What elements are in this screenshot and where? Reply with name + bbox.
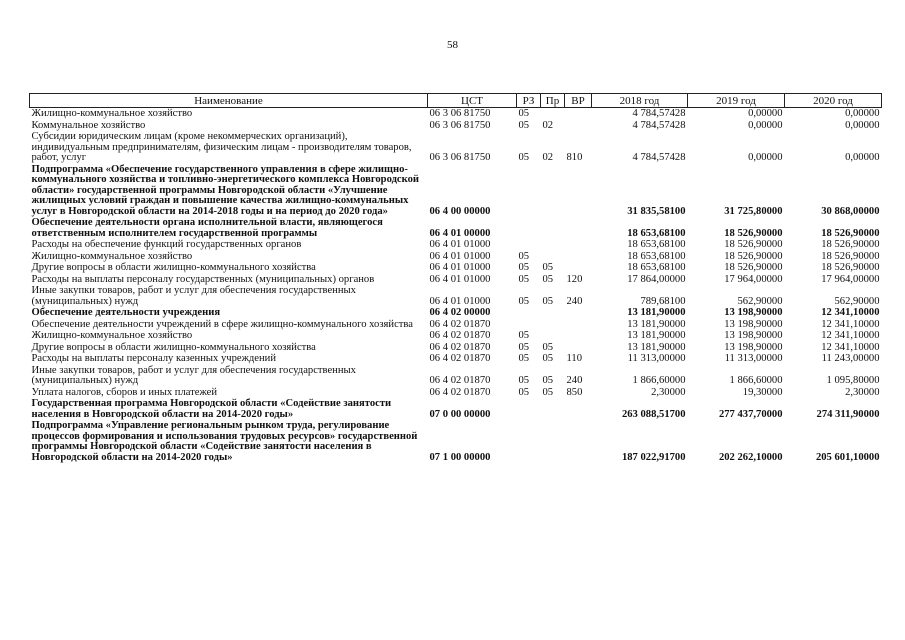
cell-name: Другие вопросы в области жилищно-коммунального хозяйства <box>31 341 316 353</box>
cell-y2019: 1 866,60000 <box>729 375 783 386</box>
cell-name: Другие вопросы в области жилищно-коммунального хозяйства <box>31 262 316 273</box>
table-row <box>30 239 882 251</box>
table-row <box>30 353 882 365</box>
cell-rz: 05 <box>518 108 530 119</box>
cell-rz: 05 <box>518 250 530 262</box>
cell-vr <box>565 342 592 354</box>
cell-y2018: 18 653,68100 <box>627 262 686 273</box>
cell-y2018: 18 653,68100 <box>627 250 686 262</box>
cell-y2018: 789,68100 <box>640 295 686 307</box>
cell-y2018: 11 313,00000 <box>627 353 686 364</box>
cell-name: Подпрограмма «Обеспечение государственного управления в сфере жилищно-коммунального хозяйства и топливно-энергетического комплекса Новгородской области» государственной программы Новгородской области «Улучшение жилищных условий граждан и повышение качества жилищно-коммунальных услуг в Новгородской области на 2014-2018 годы и на период до 2020 года» <box>31 163 419 217</box>
cell-vr <box>565 108 592 120</box>
cell-y2019: 13 198,90000 <box>724 318 783 330</box>
cell-vr <box>565 262 592 274</box>
cell-y2019: 277 437,70000 <box>718 408 783 420</box>
cell-y2020: 30 868,00000 <box>821 205 880 217</box>
table-row <box>30 120 882 132</box>
cell-y2020: 2,30000 <box>845 386 880 398</box>
cell-y2018: 4 784,57428 <box>632 152 686 163</box>
cell-rz <box>517 319 541 331</box>
cell-y2018: 263 088,51700 <box>621 408 686 420</box>
cell-y2020: 18 526,90000 <box>821 262 880 273</box>
cell-rz: 05 <box>518 386 530 398</box>
cell-name: Коммунальное хозяйство <box>31 119 146 131</box>
table-row <box>30 307 882 319</box>
cell-y2019: 18 526,90000 <box>724 262 783 273</box>
cell-pr <box>541 251 565 263</box>
cell-rz: 05 <box>518 262 530 273</box>
cell-y2019: 0,00000 <box>748 152 783 163</box>
cell-y2019: 562,90000 <box>737 295 783 307</box>
table-row <box>30 262 882 274</box>
cell-y2019: 13 198,90000 <box>724 341 783 353</box>
cell-cst: 06 4 02 01870 <box>429 375 491 386</box>
cell-y2020: 12 341,10000 <box>821 307 880 318</box>
cell-cst: 06 4 01 00000 <box>429 227 491 239</box>
table-row <box>30 274 882 286</box>
cell-y2018: 18 653,68100 <box>627 227 686 239</box>
cell-name: Иные закупки товаров, работ и услуг для обеспечения государственных (муниципальных) нужд <box>31 285 356 307</box>
cell-vr <box>565 420 592 463</box>
header-2020: 2020 год <box>785 94 882 108</box>
cell-y2020: 18 526,90000 <box>821 250 880 262</box>
cell-name: Государственная программа Новгородской области «Содействие занятости населения в Новгородской области на 2014-2020 годы» <box>31 398 392 420</box>
header-vr: ВР <box>565 94 592 108</box>
cell-cst: 06 4 00 00000 <box>429 205 491 217</box>
cell-y2018: 13 181,90000 <box>627 341 686 353</box>
cell-y2020: 18 526,90000 <box>821 227 880 239</box>
cell-y2018: 187 022,91700 <box>621 451 686 463</box>
cell-rz: 05 <box>518 152 530 163</box>
cell-pr <box>541 330 565 342</box>
cell-rz <box>517 420 541 463</box>
cell-pr: 05 <box>542 341 554 353</box>
header-2018: 2018 год <box>592 94 688 108</box>
cell-y2020: 0,00000 <box>845 152 880 163</box>
cell-y2018: 13 181,90000 <box>627 330 686 341</box>
cell-rz: 05 <box>518 375 530 386</box>
cell-vr: 240 <box>566 375 583 386</box>
cell-name: Расходы на обеспечение функций государственных органов <box>31 239 302 250</box>
table-row <box>30 387 882 399</box>
cell-y2020: 12 341,10000 <box>821 341 880 353</box>
cell-y2020: 12 341,10000 <box>821 330 880 341</box>
cell-y2018: 4 784,57428 <box>632 108 686 119</box>
cell-cst: 06 4 01 01000 <box>429 295 491 307</box>
cell-rz: 05 <box>518 341 530 353</box>
cell-y2019: 19,30000 <box>742 386 783 398</box>
table-row <box>30 131 882 164</box>
cell-y2019: 202 262,10000 <box>718 451 783 463</box>
cell-pr: 05 <box>542 262 554 273</box>
cell-y2018: 17 864,00000 <box>627 273 686 285</box>
cell-cst: 06 3 06 81750 <box>429 119 491 131</box>
cell-pr <box>541 319 565 331</box>
cell-y2020: 12 341,10000 <box>821 318 880 330</box>
cell-y2020: 562,90000 <box>834 295 880 307</box>
table-row <box>30 285 882 307</box>
cell-name: Субсидии юридическим лицам (кроме некоммерческих организаций), индивидуальным предпринимателям, физическим лицам - производителям товаров, работ, услуг <box>31 131 412 163</box>
cell-pr <box>541 108 565 120</box>
cell-vr: 110 <box>566 353 582 364</box>
cell-vr <box>565 120 592 132</box>
table-row <box>30 342 882 354</box>
table-row <box>30 164 882 218</box>
page-number: 58 <box>447 39 458 51</box>
cell-rz <box>517 398 541 420</box>
cell-name: Обеспечение деятельности учреждений в сфере жилищно-коммунального хозяйства <box>31 318 413 330</box>
cell-y2018: 31 835,58100 <box>627 205 686 217</box>
cell-rz: 05 <box>518 330 530 341</box>
cell-name: Жилищно-коммунальное хозяйство <box>31 250 193 262</box>
cell-cst: 06 3 06 81750 <box>429 108 491 119</box>
cell-rz <box>517 217 541 239</box>
cell-y2020: 17 964,00000 <box>821 273 880 285</box>
cell-y2020: 0,00000 <box>845 119 880 131</box>
cell-y2020: 18 526,90000 <box>821 239 880 250</box>
cell-cst: 06 4 02 01870 <box>429 330 491 341</box>
cell-pr: 05 <box>542 375 554 386</box>
cell-name: Иные закупки товаров, работ и услуг для обеспечения государственных (муниципальных) нужд <box>31 364 356 386</box>
cell-vr <box>565 319 592 331</box>
cell-name: Расходы на выплаты персоналу казенных учреждений <box>31 353 276 364</box>
cell-name: Жилищно-коммунальное хозяйство <box>31 330 193 341</box>
cell-y2019: 13 198,90000 <box>724 330 783 341</box>
cell-y2020: 1 095,80000 <box>826 375 880 386</box>
cell-name: Обеспечение деятельности учреждения <box>31 307 221 318</box>
cell-y2018: 4 784,57428 <box>632 119 686 131</box>
cell-rz: 05 <box>518 295 530 307</box>
cell-cst: 07 0 00 00000 <box>429 408 491 420</box>
cell-cst: 07 1 00 00000 <box>429 451 491 463</box>
cell-cst: 06 4 01 01000 <box>429 262 491 273</box>
cell-y2020: 11 243,00000 <box>821 353 880 364</box>
cell-y2019: 18 526,90000 <box>724 227 783 239</box>
cell-rz: 05 <box>518 273 530 285</box>
cell-vr <box>565 307 592 319</box>
table-row <box>30 319 882 331</box>
cell-pr <box>541 164 565 218</box>
cell-cst: 06 4 01 01000 <box>429 250 491 262</box>
cell-rz: 05 <box>518 119 530 131</box>
table-row <box>30 365 882 387</box>
table-body <box>30 108 882 464</box>
table-header <box>30 94 882 108</box>
table-row <box>30 330 882 342</box>
cell-y2020: 274 311,90000 <box>816 408 880 420</box>
cell-name: Расходы на выплаты персоналу государственных (муниципальных) органов <box>31 273 375 285</box>
cell-y2020: 205 601,10000 <box>815 451 880 463</box>
cell-rz <box>517 307 541 319</box>
cell-y2018: 1 866,60000 <box>632 375 686 386</box>
cell-pr: 05 <box>542 295 554 307</box>
cell-cst: 06 4 02 00000 <box>429 307 491 318</box>
table-row <box>30 420 882 463</box>
cell-y2019: 18 526,90000 <box>724 239 783 250</box>
header-name: Наименование <box>30 94 428 108</box>
cell-pr <box>541 398 565 420</box>
cell-pr: 02 <box>542 152 554 163</box>
cell-vr: 850 <box>566 386 583 398</box>
cell-vr <box>565 330 592 342</box>
cell-cst: 06 4 02 01870 <box>429 386 491 398</box>
cell-pr <box>541 239 565 251</box>
table-row <box>30 217 882 239</box>
cell-cst: 06 4 02 01870 <box>429 341 491 353</box>
cell-rz: 05 <box>518 353 530 364</box>
cell-y2018: 18 653,68100 <box>627 239 686 250</box>
cell-y2019: 18 526,90000 <box>724 250 783 262</box>
cell-y2019: 17 964,00000 <box>724 273 783 285</box>
cell-y2019: 0,00000 <box>748 108 783 119</box>
budget-table <box>29 93 882 463</box>
cell-vr: 810 <box>566 152 583 163</box>
cell-y2019: 13 198,90000 <box>724 307 783 318</box>
cell-vr <box>565 398 592 420</box>
cell-pr: 05 <box>542 386 554 398</box>
cell-vr <box>565 164 592 218</box>
cell-pr: 02 <box>542 119 554 131</box>
cell-pr: 05 <box>542 353 554 364</box>
cell-y2019: 31 725,80000 <box>724 205 783 217</box>
cell-pr <box>541 420 565 463</box>
cell-y2018: 13 181,90000 <box>627 318 686 330</box>
cell-name: Уплата налогов, сборов и иных платежей <box>31 386 218 398</box>
header-2019: 2019 год <box>688 94 785 108</box>
table-row <box>30 251 882 263</box>
cell-pr <box>541 307 565 319</box>
cell-y2020: 0,00000 <box>845 108 880 119</box>
cell-name: Жилищно-коммунальное хозяйство <box>31 108 193 119</box>
cell-pr: 05 <box>542 273 554 285</box>
cell-vr <box>565 239 592 251</box>
cell-y2018: 13 181,90000 <box>627 307 686 318</box>
cell-vr: 120 <box>566 273 583 285</box>
cell-y2019: 11 313,00000 <box>724 353 783 364</box>
table-row <box>30 398 882 420</box>
cell-cst: 06 4 01 01000 <box>429 239 491 250</box>
cell-rz <box>517 164 541 218</box>
cell-cst: 06 4 01 01000 <box>429 273 491 285</box>
cell-y2018: 2,30000 <box>651 386 686 398</box>
cell-pr <box>541 217 565 239</box>
cell-name: Обеспечение деятельности органа исполнительной власти, являющегося ответственным исполнителем государственной программы <box>31 217 383 239</box>
cell-rz <box>517 239 541 251</box>
header-pr: Пр <box>541 94 565 108</box>
header-row <box>30 94 882 108</box>
cell-y2019: 0,00000 <box>748 119 783 131</box>
cell-vr: 240 <box>566 295 583 307</box>
cell-vr <box>565 251 592 263</box>
cell-vr <box>565 217 592 239</box>
cell-cst: 06 4 02 01870 <box>429 318 491 330</box>
cell-name: Подпрограмма «Управление региональным рынком труда, регулирование процессов формирования и использования трудовых ресурсов» государственной программы Новгородской области «Содействие занятости населения в Новгородской области на 2014-2020 годы» <box>31 420 418 463</box>
table-row <box>30 108 882 120</box>
header-cst: ЦСТ <box>428 94 517 108</box>
header-rz: РЗ <box>517 94 541 108</box>
cell-cst: 06 3 06 81750 <box>429 152 491 163</box>
cell-cst: 06 4 02 01870 <box>429 353 491 364</box>
